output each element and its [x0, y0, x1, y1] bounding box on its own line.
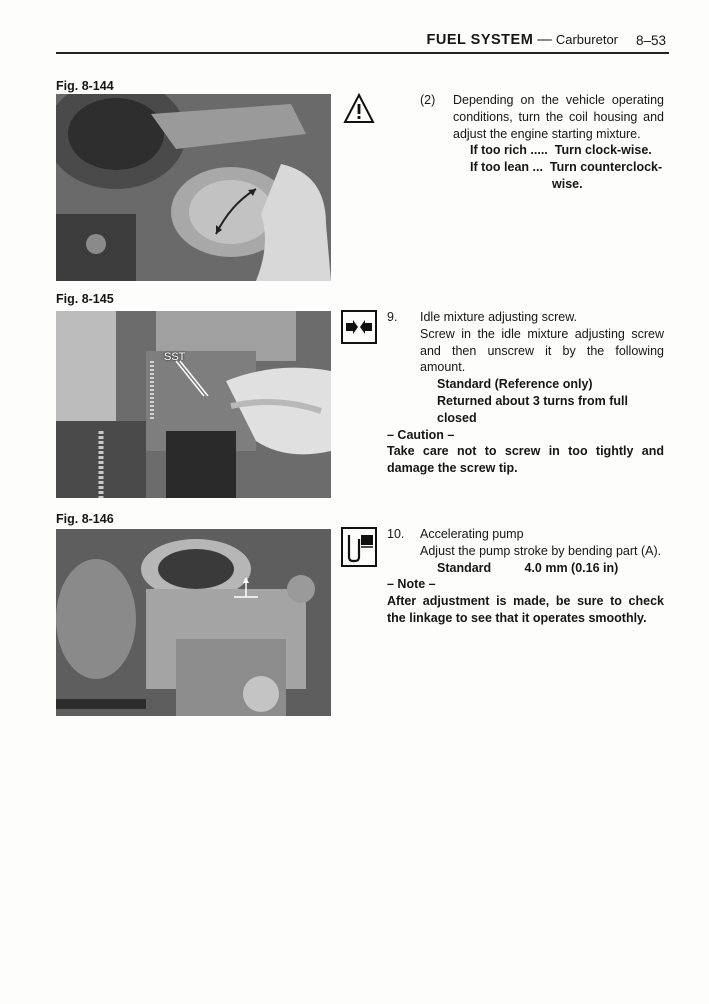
step-10-block	[387, 526, 664, 627]
step-text: Adjust the pump stroke by bending part (A).	[420, 543, 662, 558]
step-9-block	[387, 309, 664, 477]
caution-heading: – Caution –	[387, 427, 455, 442]
step-text: Depending on the vehicle operating conditions, turn the coil housing and adjust the engine starting mixture.	[453, 93, 664, 141]
adjust-arrows-icon	[341, 310, 377, 349]
caution-text: Take care not to screw in too tightly and damage the screw tip.	[387, 444, 664, 476]
step-number: 10.	[387, 527, 405, 541]
rich-action: Turn clock-wise.	[554, 143, 652, 158]
step-number: 9.	[387, 310, 398, 324]
figure-label: Fig. 8-145	[56, 292, 114, 306]
figure-label: Fig. 8-144	[56, 79, 114, 93]
step-text: Screw in the idle mixture adjusting screw and then unscrew it by the following amount.	[420, 326, 664, 375]
sst-label: SST	[164, 351, 186, 363]
header-rule	[56, 52, 669, 54]
standard-value: Returned about 3 turns from full closed	[437, 393, 628, 425]
lean-label: If too lean ...	[470, 160, 543, 175]
warning-triangle-icon	[343, 93, 375, 129]
subsection-title: Carburetor	[555, 32, 618, 47]
page-header	[56, 30, 668, 54]
figure-photo-accelerating-pump	[56, 529, 331, 716]
step-heading: Accelerating pump	[420, 527, 524, 541]
step-number: (2)	[420, 93, 436, 107]
standard-value: 4.0 mm (0.16 in)	[524, 560, 619, 575]
page-number: 8–53	[635, 33, 666, 48]
header-title	[427, 32, 618, 48]
section-title: FUEL SYSTEM	[426, 32, 534, 48]
lean-action: Turn counterclock-	[549, 160, 663, 175]
figure-photo-coil-housing	[56, 94, 331, 281]
rich-label: If too rich .....	[470, 143, 548, 158]
step-heading: Idle mixture adjusting screw.	[420, 310, 578, 324]
standard-label: Standard	[437, 560, 492, 575]
step-2-block	[420, 92, 664, 193]
header-dash: —	[537, 32, 552, 48]
note-heading: – Note –	[387, 577, 436, 592]
lean-action-cont: wise.	[552, 176, 583, 191]
note-text: After adjustment is made, be sure to check the linkage to see that it operates smoothly.	[387, 594, 664, 625]
standard-label: Standard (Reference only)	[437, 377, 593, 392]
pump-gauge-icon	[341, 527, 377, 572]
figure-photo-idle-screw	[56, 311, 331, 498]
figure-label: Fig. 8-146	[56, 512, 114, 526]
